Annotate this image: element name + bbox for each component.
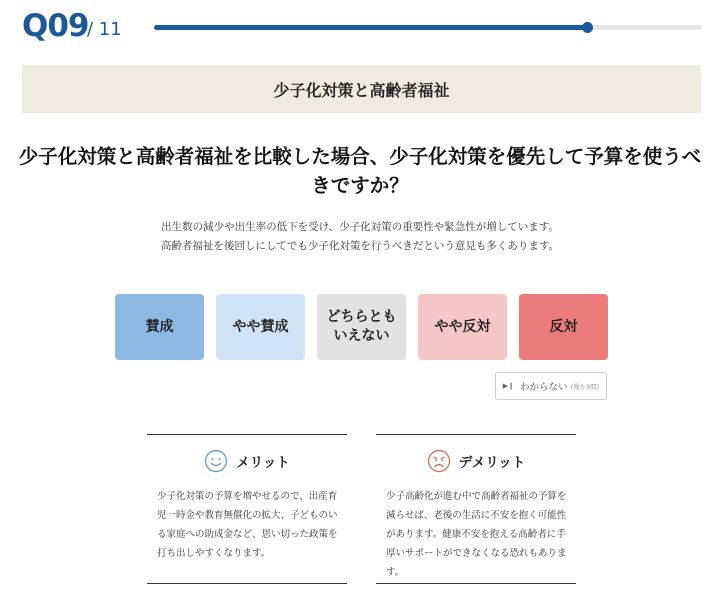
answer-agree-button[interactable] [115,294,204,360]
question-description [100,218,620,256]
question-number: Q09 [22,8,89,44]
skip-remaining-note: (残り3問) [570,382,600,391]
answer-somewhat-agree-label: やや賛成 [232,318,289,335]
description-line-1: 出生数の減少や出生率の低下を受け、少子化対策の重要性や緊急性が増しています。 [161,221,559,233]
skip-dont-know-button[interactable] [495,372,607,400]
demerit-title: デメリット [458,455,526,471]
question-total: / 11 [87,19,122,40]
progress-knob [582,22,593,33]
smile-face-icon [204,449,228,473]
answer-somewhat-disagree-label: やや反対 [434,318,491,335]
question-text: 少子化対策と高齢者福祉を比較した場合、少子化対策を優先して予算を使うべきですか？ [18,145,702,197]
answer-somewhat-agree-button[interactable] [216,294,305,360]
answer-neutral-label [327,308,397,346]
demerit-card [376,434,576,584]
topic-banner [22,65,701,113]
merit-title: メリット [236,455,290,471]
merit-heading [147,449,347,473]
answer-options [115,294,609,360]
answer-disagree-button[interactable] [519,294,608,360]
answer-neutral-line-2: いえない [333,328,390,344]
progress-bar [154,25,702,30]
question-header [0,0,720,52]
merit-card [147,434,347,584]
description-line-2: 高齢者福祉を後回しにしてでも少子化対策を行うべきだという意見も多くあります。 [160,240,560,252]
topic-title: 少子化対策と高齢者福祉 [273,80,450,100]
answer-disagree-label: 反対 [549,318,578,335]
skip-label: わからない [520,382,568,393]
answer-neutral-line-1: どちらとも [326,309,397,325]
demerit-heading [376,449,576,473]
answer-agree-label: 賛成 [145,318,174,335]
demerit-text: 少子高齢化が進む中で高齢者福祉の予算を減らせば、老後の生活に不安を抱く可能性があります。健康不安を抱える高齢者に手厚いサポートができなくなる恐れもあります。 [386,491,567,578]
merit-text: 少子化対策の予算を増やせるので、出産育児一時金や教育無償化の拡大、子どものいる家庭への助成金など、思い切った政策を打ち出しやすくなります。 [157,491,338,559]
answer-neutral-button[interactable] [317,294,406,360]
skip-forward-icon: ▶❙ [502,382,514,390]
answer-somewhat-disagree-button[interactable] [418,294,507,360]
progress-fill [154,25,587,30]
frown-face-icon [427,449,451,473]
